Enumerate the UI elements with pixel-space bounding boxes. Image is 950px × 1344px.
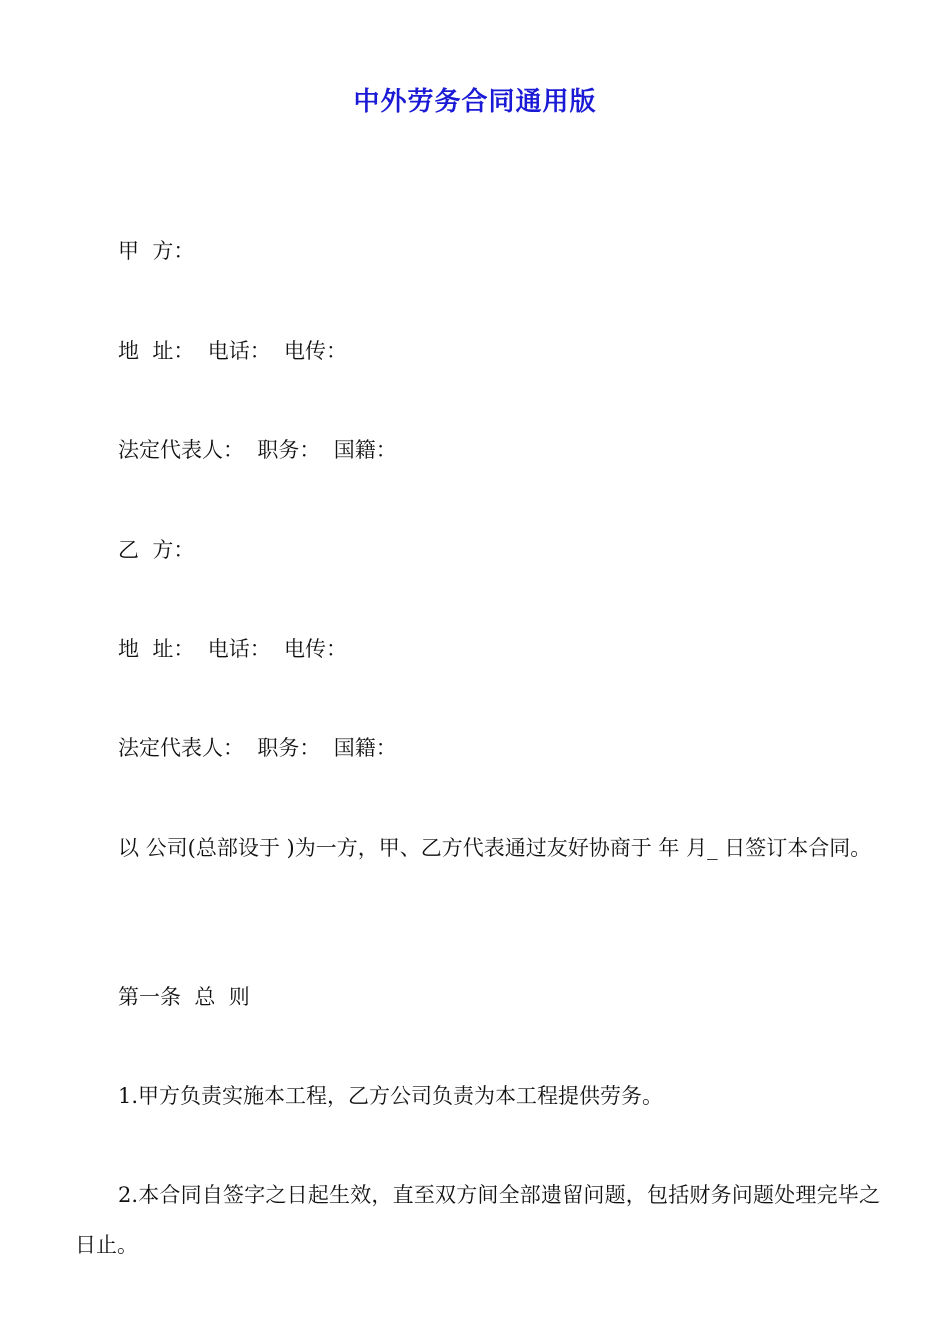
party-a-contact-line: 地 址： 电话： 电传：: [118, 339, 348, 363]
intro-paragraph: 以 公司(总部设于 )为一方，甲、乙方代表通过友好协商于 年 月_ 日签订本合同。: [118, 836, 872, 860]
article-1-heading: 第一条 总 则: [118, 985, 250, 1009]
article-1-clause-2: 2.本合同自签字之日起生效，直至双方间全部遗留问题，包括财务问题处理完毕之日止。: [75, 1183, 880, 1257]
party-b-contact-line: 地 址： 电话： 电传：: [118, 637, 348, 661]
document-title: 中外劳务合同通用版: [353, 87, 597, 117]
party-a-representative-line: 法定代表人： 职务： 国籍：: [118, 438, 397, 462]
article-1-clause-1: 1.甲方负责实施本工程，乙方公司负责为本工程提供劳务。: [118, 1084, 664, 1108]
party-a-name-line: 甲 方：: [118, 239, 195, 263]
party-b-representative-line: 法定代表人： 职务： 国籍：: [118, 736, 397, 760]
party-b-name-line: 乙 方：: [118, 538, 195, 562]
